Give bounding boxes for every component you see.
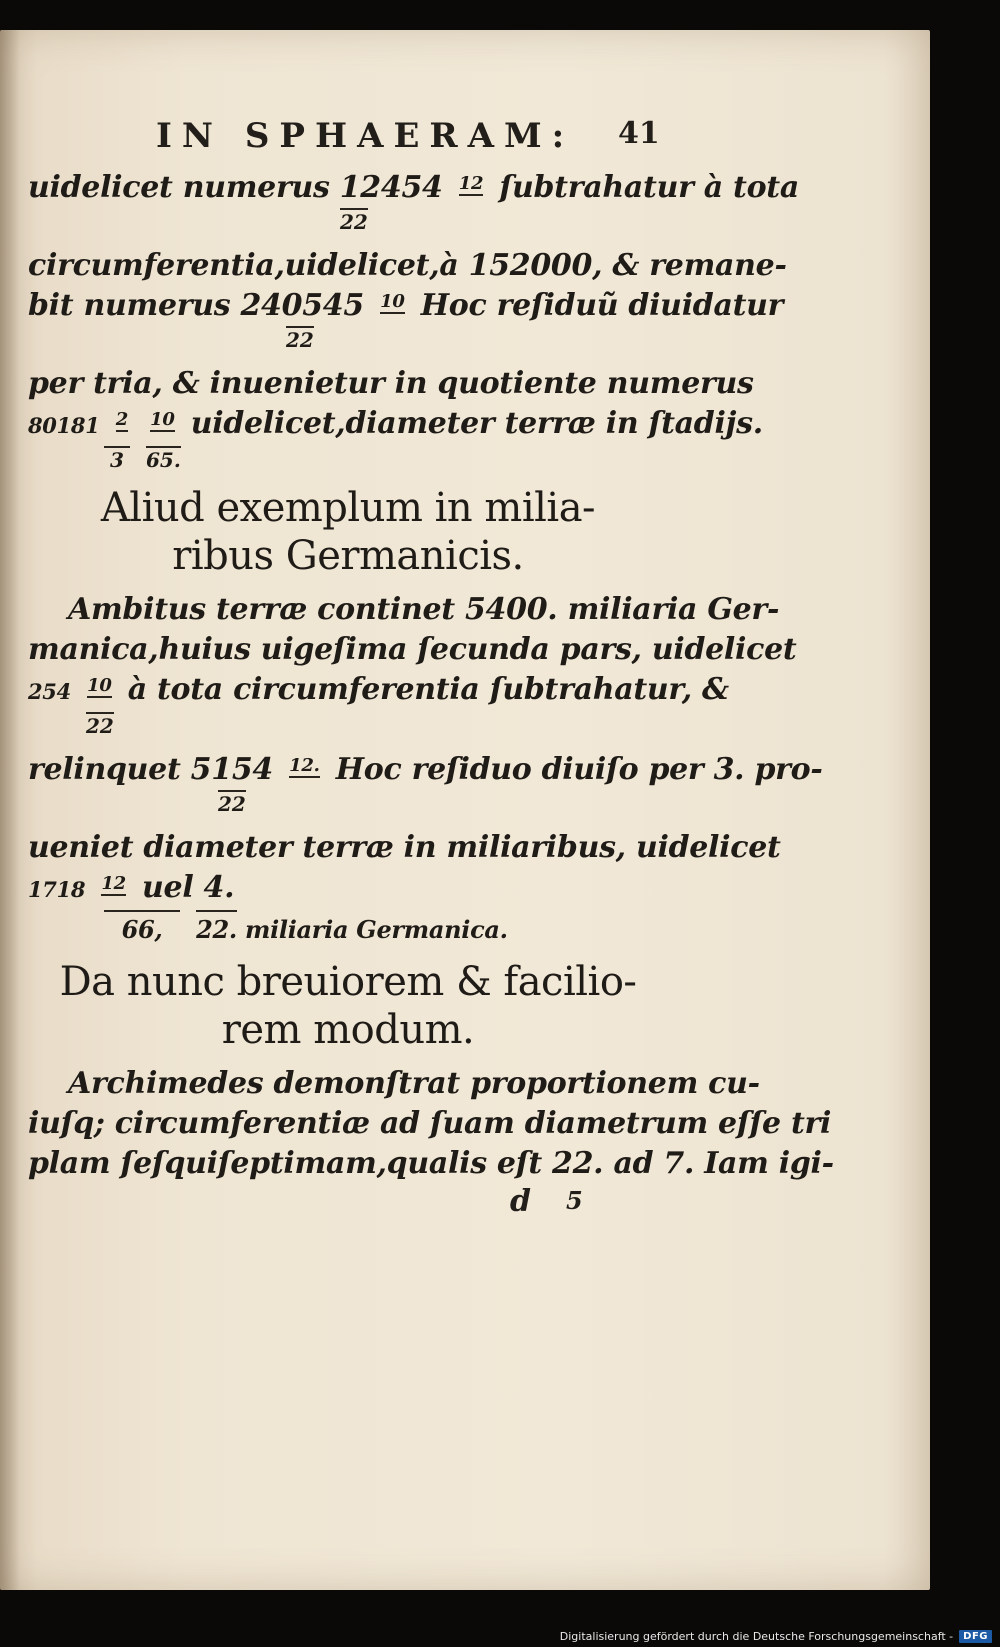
text-line: [28, 404, 763, 446]
fraction-numerator: 10: [87, 675, 112, 696]
section-heading: rem modum.: [221, 1007, 475, 1053]
text-segment: Hoc reſiduũ diuidatur: [420, 288, 784, 323]
section-heading: Da nunc breuiorem & facilio-: [59, 959, 637, 1005]
text-segment: ueniet diameter terræ in miliaribus, uidelicet: [28, 830, 781, 865]
text-segment: circumferentia,uidelicet,à 152000, & remane-: [28, 248, 787, 283]
page-text-block: [28, 108, 834, 1224]
text-line: [28, 1064, 760, 1104]
text-segment: uidelicet numerus 12454: [28, 170, 443, 205]
fraction-denominator-row: [28, 712, 668, 740]
text-line: [28, 286, 784, 326]
text-segment: bit numerus 240545: [28, 288, 364, 323]
text-line: [28, 590, 780, 630]
fraction-numerator: 2: [115, 409, 128, 430]
credit-text: Digitalisierung gefördert durch die Deutsche Forschungsgemeinschaft -: [559, 1630, 954, 1643]
text-segment: Hoc reſiduo diuiſo per 3. pro-: [335, 752, 823, 787]
text-segment: iuſq; circumferentiæ ad ſuam diametrum eſſe tri: [28, 1106, 832, 1141]
fraction-numerator: 12: [458, 173, 484, 194]
text-line: [28, 910, 668, 948]
text-segment: per tria, & inuenietur in quotiente numerus: [28, 366, 754, 401]
page-number: 41: [618, 116, 660, 151]
funding-credit: [560, 1630, 992, 1643]
text-segment: uel 4.: [142, 870, 235, 905]
number-value: 80181: [28, 413, 100, 438]
page-header: [28, 108, 668, 168]
text-segment: Archimedes demonſtrat proportionem cu-: [68, 1066, 760, 1101]
text-segment: à tota circumferentia ſubtrahatur, &: [127, 672, 729, 707]
fraction-denominator: 22: [340, 210, 368, 234]
number-value: 254: [28, 679, 71, 704]
fraction-denominator: 22: [286, 328, 314, 352]
fraction-denominator: 3: [104, 446, 130, 472]
fraction-numerator: 10: [380, 291, 405, 312]
fraction-denominator: 22: [218, 792, 246, 816]
fraction-denominator-row: [28, 326, 668, 354]
running-head: IN SPHAERAM:: [156, 116, 575, 156]
spine-shadow: [0, 30, 20, 1590]
fraction-denominator-row: [28, 790, 668, 818]
fraction-numerator: 12.: [289, 755, 320, 776]
text-segment: relinquet 5154: [28, 752, 273, 787]
text-line: [28, 750, 823, 790]
text-line: [28, 828, 781, 868]
text-line: [28, 168, 799, 208]
fraction-denominator: 22: [86, 714, 114, 738]
number-value: 1718: [28, 877, 86, 902]
text-segment: plam ſeſquiſeptimam,qualis eſt 22. ad 7. Iam igi-: [28, 1146, 834, 1181]
signature-mark: [28, 1184, 668, 1224]
text-line: [28, 246, 787, 286]
text-segment: uidelicet,diameter terræ in ſtadijs.: [190, 406, 763, 441]
text-line: [28, 364, 754, 404]
dfg-logo: DFG: [959, 1630, 992, 1643]
text-line: [28, 670, 729, 712]
section-heading: ribus Germanicis.: [172, 533, 524, 579]
text-line: [28, 1104, 832, 1144]
text-line: [28, 630, 797, 670]
text-segment: Ambitus terræ continet 5400. miliaria Ger-: [68, 592, 780, 627]
fraction-denominator: 65.: [146, 448, 181, 472]
book-page: [0, 30, 930, 1590]
fraction-denominator: 22.: [196, 910, 237, 948]
signature-number: 5: [566, 1186, 583, 1215]
fraction-numerator: 12: [101, 873, 126, 894]
section-heading: Aliud exemplum in milia-: [100, 485, 596, 531]
signature-letter: d: [510, 1184, 531, 1219]
fraction-denominator-row: [28, 208, 668, 236]
text-segment: miliaria Germanica.: [244, 915, 508, 944]
text-segment: ſubtrahatur à tota: [499, 170, 799, 205]
text-line: [28, 1144, 834, 1184]
text-line: [28, 868, 668, 910]
fraction-denominator: 66,: [104, 910, 180, 948]
fraction-numerator: 10: [150, 409, 175, 430]
fraction-denominator-row: [28, 446, 668, 474]
text-segment: manica,huius uigeſima ſecunda pars, uidelicet: [28, 632, 797, 667]
